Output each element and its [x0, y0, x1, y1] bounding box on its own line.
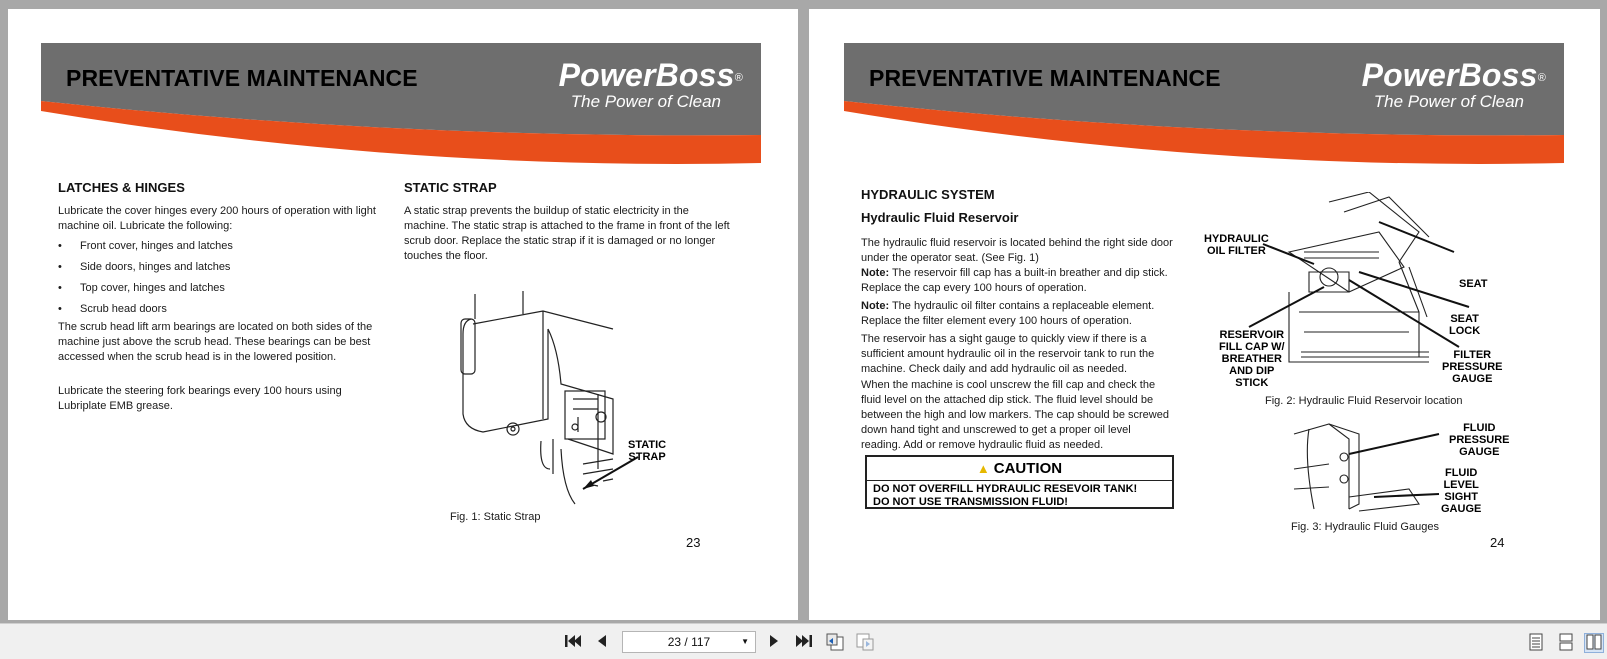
powerboss-logo	[1362, 57, 1546, 111]
static-strap-text: A static strap prevents the buildup of static electricity in the machine. The static strap is attached to the frame in front of the left scrub door. Replace the static strap if it is damaged or no longer touches the floor.	[404, 205, 730, 262]
caution-line: DO NOT USE TRANSMISSION FLUID!	[873, 496, 1068, 508]
caution-box	[865, 455, 1174, 509]
last-page-icon[interactable]	[793, 633, 815, 653]
callout-fluid-level-sight-gauge: FLUID LEVEL SIGHT GAUGE	[1441, 467, 1482, 515]
list-item: • Front cover, hinges and latches	[58, 239, 378, 260]
list-item: • Side doors, hinges and latches	[58, 260, 378, 281]
previous-page-icon[interactable]	[593, 633, 611, 653]
brand-tagline: The Power of Clean	[570, 92, 721, 111]
registered-mark: ®	[1537, 72, 1546, 84]
callout-reservoir-fill-cap: RESERVOIR FILL CAP W/ BREATHER AND DIP STICK	[1219, 329, 1285, 389]
callout-seat-lock: SEAT LOCK	[1449, 313, 1481, 337]
page-number-select[interactable]	[622, 631, 756, 653]
fig1-caption: Fig. 1: Static Strap	[450, 511, 541, 523]
callout-filter-pressure-gauge: FILTER PRESSURE GAUGE	[1442, 349, 1503, 385]
fill-cap-check-text: When the machine is cool unscrew the fill cap and check the fluid level on the attached dip stick. The fluid level should be between the high and low markers. The cap should be screwed down hand tight and unscrewed to get a proper oil level reading. Add or remove hydraulic fluid as needed.	[861, 379, 1169, 451]
section-heading-static-strap: STATIC STRAP	[404, 180, 497, 195]
brand-tagline: The Power of Clean	[1373, 92, 1524, 111]
sight-gauge-text: The reservoir has a sight gauge to quickly view if there is a sufficient amount hydraulic oil in the reservoir tank to run the machine. Check daily and add hydraulic oil as needed.	[861, 333, 1155, 375]
registered-mark: ®	[734, 72, 743, 84]
callout-fluid-pressure-gauge: FLUID PRESSURE GAUGE	[1449, 422, 1510, 458]
latches-intro: Lubricate the cover hinges every 200 hours of operation with light machine oil. Lubricate the following:	[58, 205, 376, 232]
next-page-icon[interactable]	[765, 633, 783, 653]
page-header-banner	[41, 43, 761, 179]
header-title: PREVENTATIVE MAINTENANCE	[869, 65, 1221, 91]
note-text: The reservoir fill cap has a built-in breather and dip stick. Replace the cap every 100 hours of operation.	[861, 267, 1168, 294]
note-oil-filter	[861, 299, 1173, 329]
callout-hydraulic-oil-filter: HYDRAULIC OIL FILTER	[1204, 233, 1269, 257]
static-strap-illustration	[453, 289, 683, 514]
page-number: 23	[686, 535, 701, 550]
warning-triangle-icon: ▲	[976, 461, 990, 476]
first-page-icon[interactable]	[562, 633, 584, 653]
fig3-caption: Fig. 3: Hydraulic Fluid Gauges	[1291, 521, 1439, 533]
two-page-view-icon[interactable]	[1584, 633, 1604, 653]
continuous-view-icon[interactable]	[1557, 633, 1575, 653]
lubrication-list	[58, 239, 378, 323]
pdf-page-23	[8, 9, 798, 620]
page-number: 24	[1490, 535, 1505, 550]
page-number-value: 23 / 117	[667, 635, 711, 649]
header-title: PREVENTATIVE MAINTENANCE	[66, 65, 418, 91]
dropdown-caret-icon: ▼	[741, 637, 749, 646]
note-text: The hydraulic oil filter contains a replaceable element. Replace the filter element every 100 hours of operation.	[861, 300, 1155, 327]
pdf-page-24	[809, 9, 1600, 620]
section-heading-latches: LATCHES & HINGES	[58, 180, 185, 195]
note-fill-cap	[861, 266, 1173, 296]
powerboss-logo	[559, 57, 743, 111]
go-back-view-icon[interactable]	[824, 633, 846, 653]
section-heading-hydraulic: HYDRAULIC SYSTEM	[861, 187, 995, 202]
single-page-view-icon[interactable]	[1527, 633, 1545, 653]
go-forward-view-icon[interactable]	[854, 633, 876, 653]
callout-static-strap: STATIC STRAP	[628, 439, 667, 463]
subheading-reservoir: Hydraulic Fluid Reservoir	[861, 210, 1019, 225]
page-header-banner	[844, 43, 1564, 179]
list-item: • Top cover, hinges and latches	[58, 281, 378, 302]
list-item: • Scrub head doors	[58, 302, 378, 323]
fig2-caption: Fig. 2: Hydraulic Fluid Reservoir location	[1265, 395, 1463, 407]
latches-bearings-text: The scrub head lift arm bearings are located on both sides of the machine just above the scrub head. These bearings can be best accessed when the scrub head is in the lowered position.	[58, 321, 373, 363]
note-label: Note:	[861, 300, 890, 312]
note-label: Note:	[861, 267, 890, 279]
caution-line: DO NOT OVERFILL HYDRAULIC RESEVOIR TANK!	[873, 483, 1138, 495]
latches-steering-text: Lubricate the steering fork bearings every 100 hours using Lubriplate EMB grease.	[58, 385, 342, 412]
viewer-toolbar	[0, 623, 1607, 659]
brand-name: PowerBoss	[558, 57, 735, 93]
caution-title: CAUTION	[993, 460, 1063, 477]
brand-name: PowerBoss	[1361, 57, 1538, 93]
callout-seat: SEAT	[1459, 278, 1488, 290]
reservoir-location-text: The hydraulic fluid reservoir is located behind the right side door under the operator seat. (See Fig. 1)	[861, 237, 1173, 264]
